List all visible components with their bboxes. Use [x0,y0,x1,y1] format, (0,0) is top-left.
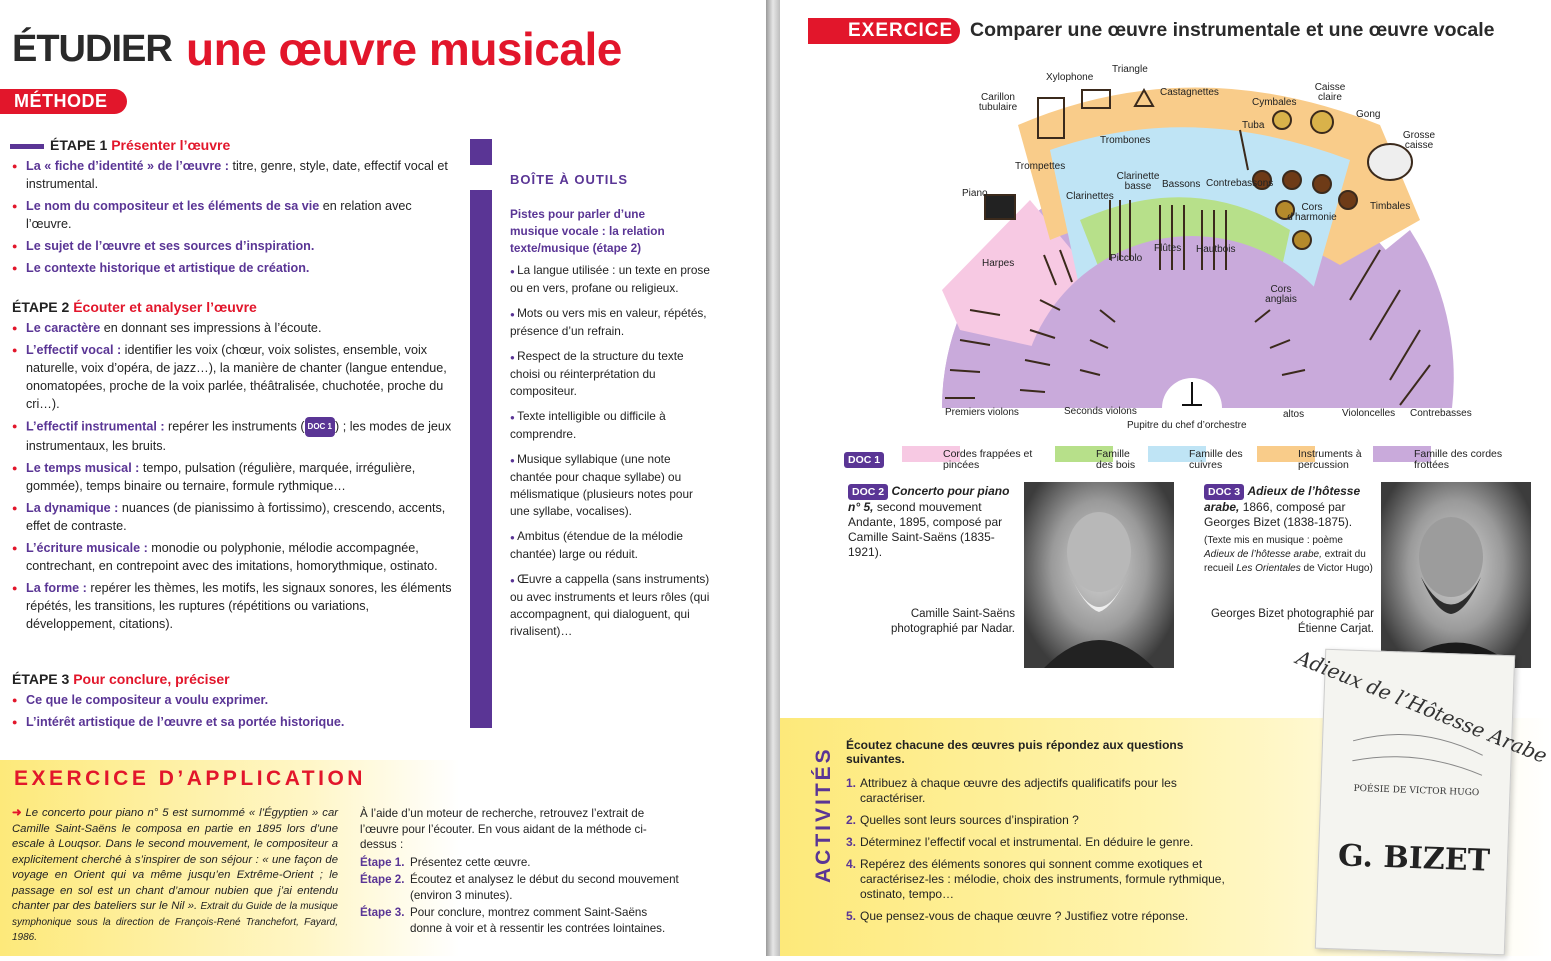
arrow-icon: ➜ [12,807,22,819]
step-1 [12,137,452,281]
questions-list [846,776,1226,924]
question-num: 1. [846,776,857,790]
exercise-step [360,855,680,871]
item-bold: Le caractère [26,321,101,335]
label-altos: altos [1283,409,1305,420]
question-text: Repérez des éléments sonores qui sonnent comme exotiques et caractérisez-les : mélodie, choix des instruments, formule rythmique, ostinato, tempo… [860,857,1225,901]
question [846,813,1226,828]
label-pupitre: Pupitre du chef d’orchestre [1127,420,1247,431]
doc-2-tag: DOC 2 [848,484,888,500]
label-tuba: Tuba [1242,120,1265,131]
methode-tag: MÉTHODE [0,89,127,114]
step-2-num: ÉTAPE 2 [12,299,70,315]
question-text: Que pensez-vous de chaque œuvre ? Justifiez votre réponse. [860,909,1189,923]
doc-2-text [848,484,1018,560]
item-bold: Le temps musical : [26,461,140,475]
gong-icon [1311,111,1333,133]
score-cover-image [1292,645,1551,955]
legend-label: Famille des bois [1096,448,1136,471]
item-text: ) ; les modes de jeux instrumentaux, les bruits. [26,419,452,453]
list-item [12,539,452,575]
label-carillon: Carillon tubulaire [978,92,1018,113]
exercise-instructions [360,806,680,936]
step-1-num: ÉTAPE 1 [50,137,108,153]
toolbox-subtitle: Pistes pour parler d’une musique vocale : la relation texte/musique (étape 2) [510,207,665,255]
page-title-red: une œuvre musicale [186,23,622,75]
label-cors-anglais: Cors anglais [1265,284,1297,305]
note-poem: Adieux de l’hôtesse arabe, [1204,549,1322,560]
label-clarinettes: Clarinettes [1066,191,1114,202]
item-text: tempo, pulsation (régulière, marquée, irrégulière, gommée), temps binaire ou ternaire, formule rythmique… [26,461,416,493]
step-text: Pour conclure, montrez comment Saint-Saëns donne à voir et à ressentir les contrées lointaines. [410,906,666,935]
label-piano: Piano [962,188,988,199]
piano-icon [985,195,1015,219]
step-text: Présentez cette œuvre. [410,855,531,869]
doc-1-tag: DOC 1 [844,452,884,468]
label-timbales: Timbales [1370,201,1411,212]
timpani-icon [1283,171,1301,189]
activities-vertical-title [808,738,838,888]
toolbox-title: BOÎTE À OUTILS [510,172,628,187]
label-premiers-violons: Premiers violons [945,407,1019,418]
list-item [12,157,452,193]
item-bold: L’effectif vocal : [26,343,122,357]
item-text: en donnant ses impressions à l’écoute. [100,321,322,335]
label-flutes: Flûtes [1154,243,1182,254]
label-castagnettes: Castagnettes [1160,87,1219,98]
step-2 [12,299,452,637]
list-item [12,237,452,255]
label-contrebassons: Contrebassons [1206,178,1274,189]
note-text: extrait du recueil [1204,549,1366,574]
label-grosse-caisse: Grosse caisse [1402,130,1436,151]
score-poem: POÉSIE DE VICTOR HUGO [1353,783,1480,799]
book-spine [766,0,780,956]
label-xylophone: Xylophone [1046,72,1094,83]
doc-1-badge[interactable]: DOC 1 [305,417,335,437]
step-3 [12,671,452,735]
question-num: 2. [846,813,857,827]
doc-3-text [1204,484,1376,576]
list-item [12,197,452,233]
step-2-list [12,319,452,633]
label-violoncelles: Violoncelles [1342,408,1396,419]
item-text: monodie ou polyphonie, mélodie accompagnée, contrechant, en contrepoint avec des imitations, homorythmique, ostinato. [26,541,438,573]
horn-icon [1293,231,1311,249]
bizet-photo [1381,482,1531,668]
label-caisse-claire: Caisse claire [1314,82,1346,103]
list-item: ● Respect de la structure du texte choisi ou réinterprétation du compositeur. [510,348,710,400]
item-text: en relation avec l’œuvre. [26,199,412,231]
cymbal-icon [1273,111,1291,129]
item-bold: L’intérêt artistique de l’œuvre et sa portée historique. [26,715,345,729]
timpani-icon [1339,191,1357,209]
question-num: 5. [846,909,857,923]
score-composer: G. BIZET [1337,838,1491,879]
step-3-list [12,691,452,731]
list-item [12,259,452,277]
activities-questions [846,738,1226,931]
legend-label: Instruments à percussion [1298,448,1362,471]
label-triangle: Triangle [1112,64,1148,75]
page-title-black: ÉTUDIER [12,28,172,70]
exercise-source: Extrait du Guide de la musique symphonique sous la direction de François-René Tranchefort, Fayard, 1986. [12,901,338,943]
item-bold: L’effectif instrumental : [26,419,165,434]
item-bold: Le contexte historique et artistique de création. [26,261,310,275]
list-item: ● Mots ou vers mis en valeur, répétés, présence d’un refrain. [510,305,710,340]
legend-label: Famille des cuivres [1189,448,1243,471]
list-item: ● Ambitus (étendue de la mélodie chantée) large ou réduit. [510,528,710,563]
step-label: Étape 1. [360,855,405,869]
exercise-quote [12,806,338,946]
question [846,776,1226,806]
activities-title: ACTIVITÉS [812,746,835,883]
step-1-title: Présenter l’œuvre [111,137,231,153]
note-book: Les Orientales [1236,563,1301,574]
note-text: de Victor Hugo) [1303,563,1373,574]
exercise-heading: Comparer une œuvre instrumentale et une œuvre vocale [970,19,1495,41]
timpani-icon [1313,175,1331,193]
item-text: nuances (de pianissimo à fortissimo), crescendo, accents, effet de contraste. [26,501,446,533]
step-marker [10,144,44,149]
question [846,909,1226,924]
doc-2-caption: Camille Saint-Saëns photographié par Nadar. [890,608,1015,635]
legend-label: Famille des cordes frottées [1414,448,1503,471]
label-seconds-violons: Seconds violons [1064,406,1137,417]
portrait-icon [1381,482,1531,668]
label-cymbales: Cymbales [1252,97,1297,108]
label-gong: Gong [1356,109,1381,120]
doc-3-caption: Georges Bizet photographié par Étienne Carjat. [1210,608,1374,635]
question-num: 3. [846,835,857,849]
label-hautbois: Hautbois [1196,244,1236,255]
label-contrebasses: Contrebasses [1410,408,1472,419]
step-2-title: Écouter et analyser l’œuvre [73,299,257,315]
item-bold: La « fiche d’identité » de l’œuvre : [26,159,229,173]
saint-saens-photo [1024,482,1174,668]
doc-2-desc: second mouvement Andante, 1895, composé par Camille Saint-Saëns (1835-1921). [848,500,1003,559]
question-text: Déterminez l’effectif vocal et instrumental. En déduire le genre. [860,835,1194,849]
exercise-intro: À l’aide d’un moteur de recherche, retrouvez l’extrait de l’œuvre pour l’écouter. En vous aidant de la méthode ci-dessus : [360,807,647,851]
label-trompettes: Trompettes [1015,161,1066,172]
activities-intro: Écoutez chacune des œuvres puis répondez aux questions suivantes. [846,738,1184,766]
list-item [12,579,452,633]
list-item [12,417,452,455]
list-item [12,459,452,495]
doc-3-note [1204,534,1376,576]
item-bold: La dynamique : [26,501,119,515]
question-num: 4. [846,857,857,871]
question [846,835,1226,850]
label-clarinette-basse: Clarinette basse [1116,171,1160,192]
list-item [12,691,452,709]
step-text: Écoutez et analysez le début du second mouvement (environ 3 minutes). [410,873,679,902]
step-label: Étape 3. [360,906,405,919]
exercise-text: Le concerto pour piano n° 5 est surnommé « l’Égyptien » car Camille Saint-Saëns le composa en partie en 1895 lors d’une escale à Louqsor. Dans le second mouvement, le compositeur a explicitement cherché à s’inspirer de son séjour : « une façon de voyage en Orient qui va même jusqu’en Extrême-Orient ; le passage en sol est un chant d’amour nubien que j’ai entendu chanter par des bateliers sur le Nil ». [12,807,338,912]
item-bold: Le sujet de l’œuvre et ses sources d’inspiration. [26,239,315,253]
exercise-step [360,905,680,936]
step-3-title: Pour conclure, préciser [73,671,230,687]
item-text: titre, genre, style, date, effectif vocal et instrumental. [26,159,448,191]
doc-3-tag: DOC 3 [1204,484,1244,500]
item-text: identifier les voix (chœur, voix solistes, ensemble, voix naturelle, voix d’opéra, de jazz…), la manière de chanter (langue entendue, onomatopées, proche de la voix parlée, théâtralisée, chuchotée, proche du cri…). [26,343,447,411]
note-text: (Texte mis en musique : poème [1204,535,1343,546]
item-text: repérer les thèmes, les motifs, les signaux sonores, les éléments répétés, les transitions, les ruptures (répétitions ou variations, développement, citations). [26,581,452,631]
portrait-icon [1024,482,1174,668]
label-trombones: Trombones [1100,135,1151,146]
exercise-title: EXERCICE D’APPLICATION [14,767,366,790]
doc-3-title: Adieux de l’hôtesse arabe, [1204,484,1361,514]
label-bassons: Bassons [1162,179,1201,190]
toolbox-bar [470,190,492,728]
step-1-list [12,157,452,277]
step-label: Étape 2. [360,873,405,886]
item-bold: Ce que le compositeur a voulu exprimer. [26,693,269,707]
list-item: ● La langue utilisée : un texte en prose ou en vers, profane ou religieux. [510,262,710,297]
doc-3-desc: 1866, composé par Georges Bizet (1838-1875). [1204,500,1353,529]
left-page [0,0,766,956]
exercise-tag: EXERCICE [808,18,960,44]
list-item [12,341,452,413]
exercise-step [360,872,680,903]
item-bold: L’écriture musicale : [26,541,148,555]
list-item [12,499,452,535]
label-piccolo: Piccolo [1110,253,1143,264]
doc-2-title: Concerto pour piano n° 5, [848,484,1010,514]
question-text: Attribuez à chaque œuvre des adjectifs qualificatifs pour les caractériser. [860,776,1177,805]
list-item [12,713,452,731]
ornament-icon [1352,733,1483,776]
label-cors: Cors d’harmonie [1287,202,1337,223]
item-bold: La forme : [26,581,87,595]
list-item: ● Œuvre a cappella (sans instruments) ou avec instruments et leurs rôles (qui accompagnent, qui dialoguent, qui rivalisent)… [510,571,710,640]
list-item: ● Texte intelligible ou difficile à comprendre. [510,408,710,443]
list-item [12,319,452,337]
item-bold: Le nom du compositeur et les éléments de sa vie [26,199,320,213]
toolbox-list [510,262,710,648]
toolbox-bar-top [470,139,492,165]
label-harpes: Harpes [982,258,1015,269]
item-text: repérer les instruments ( [164,419,305,434]
step-3-num: ÉTAPE 3 [12,671,70,687]
list-item: ● Musique syllabique (une note chantée pour chaque syllabe) ou mélismatique (plusieurs notes pour une syllabe, vocalises). [510,451,710,520]
question [846,857,1226,902]
score-title: Adieux de l’Hôtesse Arabe [1292,645,1551,768]
score-cover-illustration [1292,645,1551,956]
question-text: Quelles sont leurs sources d’inspiration ? [860,813,1079,827]
legend-label: Cordes frappées et pincées [943,448,1033,471]
